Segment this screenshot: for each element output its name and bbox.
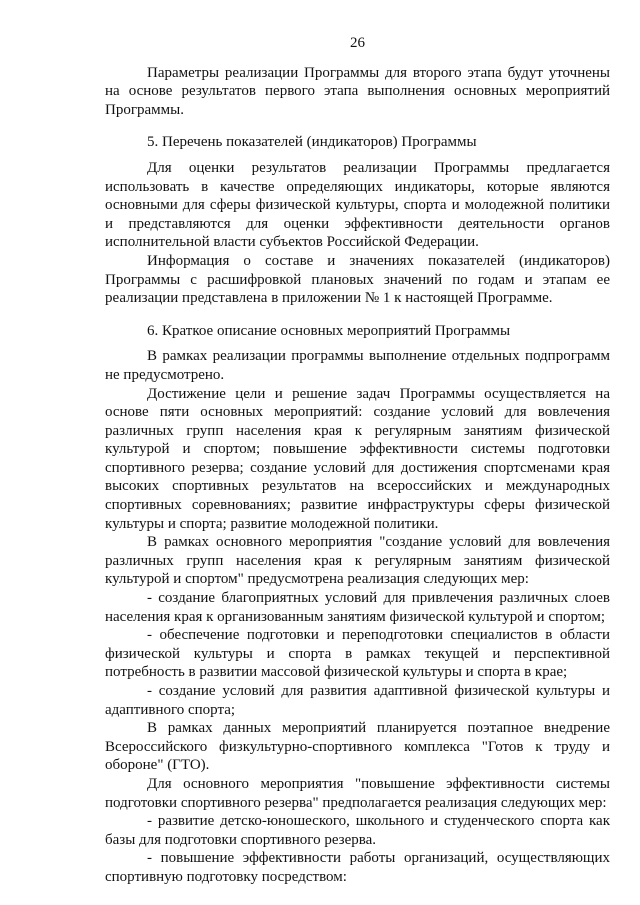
- section-6-paragraph: В рамках данных мероприятий планируется поэтапное внедрение Всероссийского физкультурно-спортивного комплекса "Готов к труду и обороне" (ГТО).: [105, 720, 610, 774]
- section-5-heading: 5. Перечень показателей (индикаторов) Программы: [147, 134, 477, 151]
- list-item: - обеспечение подготовки и переподготовки специалистов в области физической культуры и спорта в рамках текущей и перспективной потребность в развитии массовой физической культуры и спорта в крае;: [105, 627, 610, 681]
- section-6-heading: 6. Краткое описание основных мероприятий Программы: [147, 322, 511, 339]
- list-item: - создание условий для развития адаптивной физической культуры и адаптивного спорта;: [105, 683, 610, 718]
- section-5-paragraph: Для оценки результатов реализации Программы предлагается использовать в качестве определяющих индикаторы, которые являются основными для сферы физической культуры, спорта и молодежной политики и представляются для оценки эффективности деятельности органов исполнительной власти субъектов Российской Федерации.: [105, 159, 610, 251]
- list-item: - повышение эффективности работы организаций, осуществляющих спортивную подготовку посредством:: [105, 850, 610, 885]
- document-page: [105, 34, 610, 887]
- page-number: 26: [350, 35, 365, 51]
- section-6-paragraph: В рамках основного мероприятия "создание условий для вовлечения различных групп населения края к регулярным занятиям физической культурой и спортом" предусмотрена реализация следующих мер:: [105, 534, 610, 588]
- section-6-paragraph: Достижение цели и решение задач Программы осуществляется на основе пяти основных мероприятий: создание условий для вовлечения различных групп населения края к регулярным занятиям физической культурой и спортом; повышение эффективности системы подготовки спортивного резерва; создание условий для достижения спортсменами края высоких спортивных результатов на всероссийских и международных спортивных соревнованиях; развитие инфраструктуры сферы физической культуры и спорта; развитие молодежной политики.: [105, 385, 610, 532]
- list-item: - создание благоприятных условий для привлечения различных слоев населения края к организованным занятиям физической культурой и спортом;: [105, 590, 610, 625]
- section-5-paragraph: Информация о составе и значениях показателей (индикаторов) Программы с расшифровкой плановых значений по годам и этапам ее реализации представлена в приложении № 1 к настоящей Программе.: [105, 252, 610, 307]
- intro-paragraph: Параметры реализации Программы для второго этапа будут уточнены на основе результатов первого этапа выполнения основных мероприятий Программы.: [105, 64, 610, 118]
- section-6-paragraph: Для основного мероприятия "повышение эффективности системы подготовки спортивного резерва" предполагается реализация следующих мер:: [105, 775, 610, 811]
- section-6-paragraph: В рамках реализации программы выполнение отдельных подпрограмм не предусмотрено.: [105, 348, 610, 383]
- list-item: - развитие детско-юношеского, школьного и студенческого спорта как базы для подготовки спортивного резерва.: [105, 813, 610, 848]
